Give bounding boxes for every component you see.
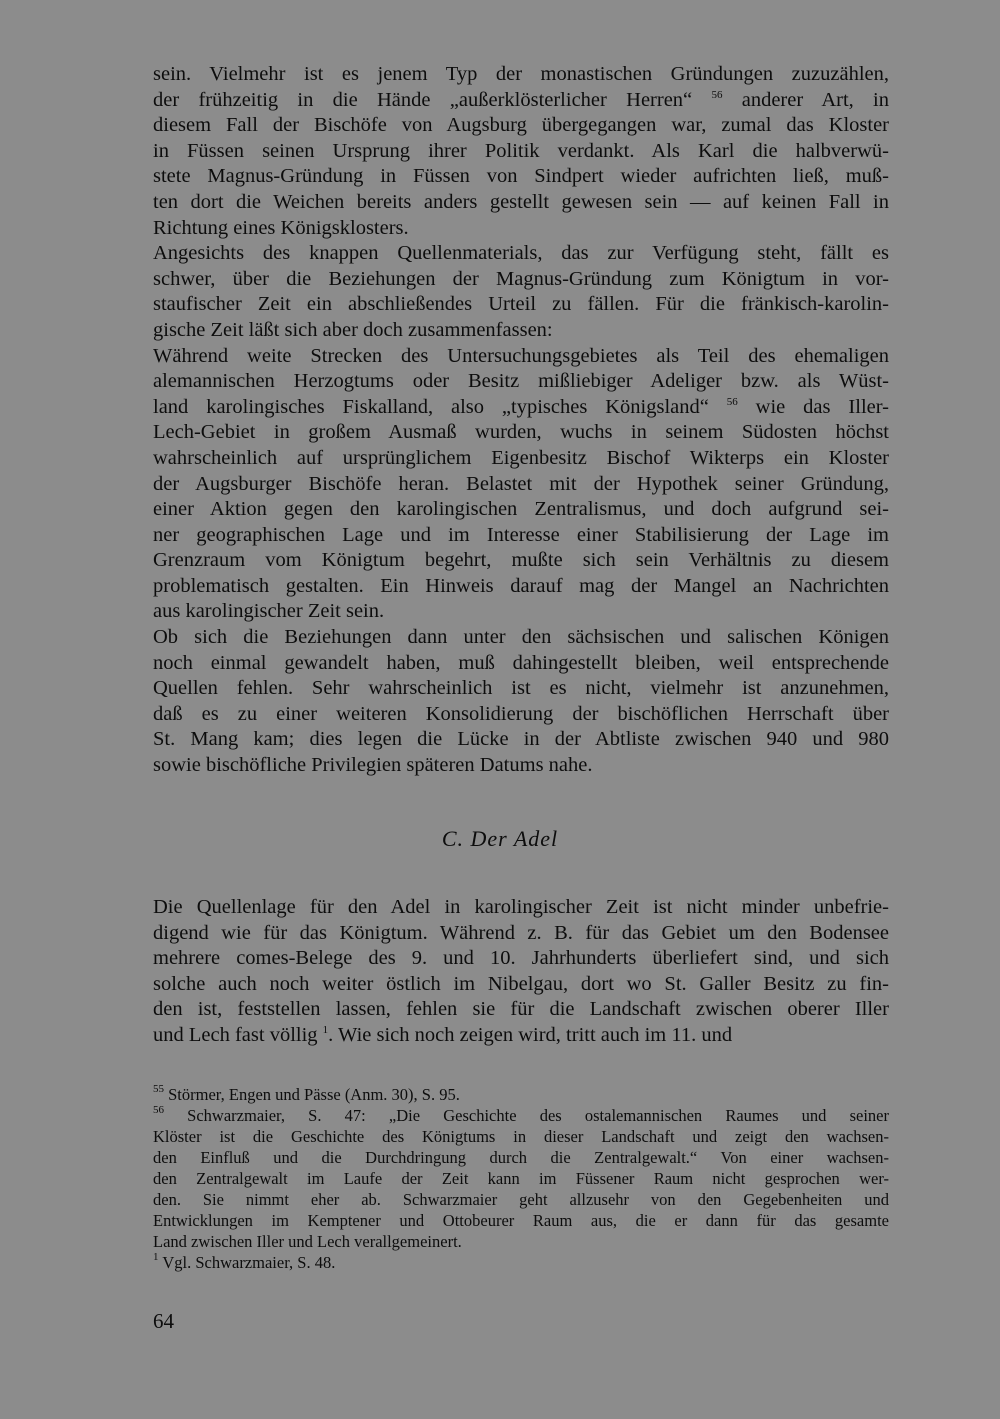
footnote-marker: 56 (153, 1104, 164, 1116)
text-line: $^{55}$ Störmer, Engen und Pässe (Anm. 30), S. 95. (153, 1083, 460, 1104)
page-number: 64 (153, 1309, 174, 1333)
text-line: schwer, über die Beziehungen der Magnus-Gründung zum Königtum in vor- (153, 267, 889, 290)
text-line: ten dort die Weichen bereits anders gestellt gewesen sein — auf keinen Fall in (153, 190, 889, 213)
footnote-marker: 1 (322, 1023, 329, 1036)
text-line: sowie bischöfliche Privilegien späteren Datums nahe. (153, 754, 593, 777)
text-line: diesem Fall der Bischöfe von Augsburg übergegangen war, zumal das Kloster (153, 114, 889, 137)
text-line: land karolingisches Fiskalland, also „typisches Königsland“ $^{56}$ wie das Iller- (153, 395, 889, 418)
footnote-marker: 56 (711, 88, 723, 101)
text-line: der frühzeitig in die Hände „außerklösterlicher Herren“ $^{56}$ anderer Art, in (153, 88, 890, 111)
text-line: Klöster ist die Geschichte des Königtums in dieser Landschaft und zeigt den wachsen- (153, 1127, 889, 1146)
text-line: Grenzraum vom Königtum begehrt, mußte sich sein Verhältnis zu diesem (153, 549, 889, 572)
text-line: Während weite Strecken des Untersuchungsgebietes als Teil des ehemaligen (153, 344, 889, 367)
main-text (153, 62, 889, 779)
text-line: alemannischen Herzogtums oder Besitz mißliebiger Adeliger bzw. als Wüst- (153, 370, 889, 393)
paragraph (153, 62, 889, 241)
text-line: Angesichts des knappen Quellenmaterials, das zur Verfügung steht, fällt es (153, 242, 889, 265)
text-line: wahrscheinlich auf ursprünglichem Eigenbesitz Bischof Wikterps ein Kloster (153, 446, 889, 469)
section-text (153, 895, 889, 1049)
text-line: daß es zu einer weiteren Konsolidierung der bischöflichen Herrschaft über (153, 702, 889, 725)
text-line: den Zentralgewalt im Laufe der Zeit kann im Füssener Raum nicht gesprochen wer- (153, 1169, 889, 1188)
text-line: Ob sich die Beziehungen dann unter den sächsischen und salischen Königen (153, 626, 889, 649)
paragraph (153, 895, 889, 1049)
text-line: einer Aktion gegen den karolingischen Zentralismus, und doch aufgrund sei- (153, 498, 889, 521)
text-line: staufischer Zeit ein abschließendes Urteil zu fällen. Für die fränkisch-karolin- (153, 293, 889, 316)
text-line: der Augsburger Bischöfe heran. Belastet mit der Hypothek seiner Gründung, (153, 472, 889, 495)
text-line: Land zwischen Iller und Lech verallgemeinert. (153, 1232, 462, 1251)
section-heading: C. Der Adel (441, 826, 559, 851)
text-line: gische Zeit läßt sich aber doch zusammenfassen: (153, 318, 553, 341)
text-line: den ist, feststellen lassen, fehlen sie für die Landschaft zwischen oberer Iller (153, 998, 889, 1021)
text-line: den. Sie nimmt eher ab. Schwarzmaier geht allzusehr von den Gegebenheiten und (153, 1190, 889, 1209)
text-line: in Füssen seinen Ursprung ihrer Politik verdankt. Als Karl die halbverwü- (153, 139, 889, 162)
footnote (153, 1252, 889, 1273)
text-line: Richtung eines Königsklosters. (153, 216, 409, 239)
footnote-marker: 1 (153, 1251, 159, 1263)
footnote-marker: 56 (726, 395, 738, 408)
text-line: aus karolingischer Zeit sein. (153, 600, 385, 623)
footnote (153, 1105, 889, 1252)
text-line: stete Magnus-Gründung in Füssen von Sindpert wieder aufrichten ließ, muß- (153, 165, 889, 188)
text-line: und Lech fast völlig $^1$. Wie sich noch zeigen wird, tritt auch im 11. und (153, 1023, 733, 1046)
text-line: St. Mang kam; dies legen die Lücke in der Abtliste zwischen 940 und 980 (153, 728, 889, 751)
paragraph (153, 625, 889, 779)
text-line: $^{56}$ Schwarzmaier, S. 47: „Die Geschichte des ostalemannischen Raumes und seiner (153, 1104, 889, 1125)
text-line: noch einmal gewandelt haben, muß dahingestellt bleiben, weil entsprechende (153, 651, 889, 674)
text-line: Die Quellenlage für den Adel in karolingischer Zeit ist nicht minder unbefrie- (153, 896, 889, 918)
text-line: problematisch gestalten. Ein Hinweis darauf mag der Mangel an Nachrichten (153, 574, 889, 597)
text-line: Quellen fehlen. Sehr wahrscheinlich ist es nicht, vielmehr ist anzunehmen, (153, 677, 889, 700)
paragraph (153, 241, 889, 343)
text-line: Lech-Gebiet in großem Ausmaß wurden, wuchs in seinem Südosten höchst (153, 421, 889, 444)
footnote-marker: 55 (153, 1083, 164, 1095)
text-line: mehrere comes-Belege des 9. und 10. Jahrhunderts überliefert sind, und sich (153, 947, 889, 970)
footnote (153, 1084, 889, 1105)
paragraph (153, 344, 889, 626)
text-line: digend wie für das Königtum. Während z. B. für das Gebiet um den Bodensee (153, 921, 889, 944)
text-line: ner geographischen Lage und im Interesse einer Stabilisierung der Lage im (153, 523, 889, 546)
text-line: Entwicklungen im Kemptener und Ottobeurer Raum aus, die er dann für das gesamte (153, 1211, 889, 1230)
footnotes (153, 1084, 889, 1273)
text-line: den Einfluß und die Durchdringung durch die Zentralgewalt.“ Von einer wachsen- (153, 1148, 889, 1167)
text-line: solche auch noch weiter östlich im Nibelgau, dort wo St. Galler Besitz zu fin- (153, 972, 889, 995)
text-line: $^1$ Vgl. Schwarzmaier, S. 48. (153, 1251, 336, 1272)
text-line: sein. Vielmehr ist es jenem Typ der monastischen Gründungen zuzuzählen, (153, 63, 889, 85)
